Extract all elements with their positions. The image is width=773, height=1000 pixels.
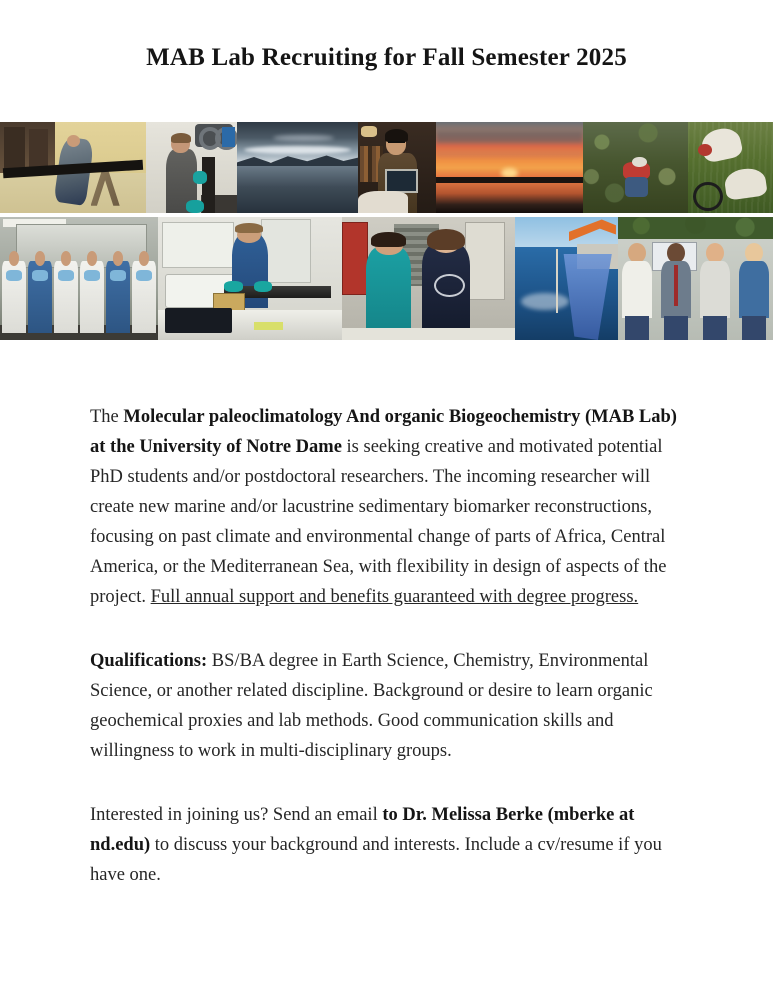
contact-lead-text: Interested in joining us? Send an email bbox=[90, 805, 383, 825]
paragraph-intro bbox=[90, 402, 686, 612]
collage-row-top bbox=[0, 122, 773, 213]
lake-mountains-photo bbox=[237, 122, 358, 213]
lab-group-coats-photo bbox=[0, 217, 158, 340]
contact-email-bold: to Dr. Melissa Berke (mberke at nd.edu) bbox=[90, 805, 635, 855]
researcher-device-photo bbox=[358, 122, 436, 213]
sunset-water-photo bbox=[436, 122, 583, 213]
intro-body-text: is seeking creative and motivated potential PhD students and/or postdoctoral researchers. The incoming researcher will create new marine and/or lacustrine sedimentary biomarker reconstructions, focusing on past climate and environmental change of parts of Africa, Central America, or the Mediterranean Sea, with flexibility in design of aspects of the project. bbox=[90, 437, 667, 607]
two-researchers-lab-photo bbox=[342, 217, 515, 340]
intro-lead-text: The bbox=[90, 407, 124, 427]
ocean-net-photo bbox=[515, 217, 618, 340]
contact-tail-text: to discuss your background and interests. Include a cv/resume if you have one. bbox=[90, 835, 662, 885]
fieldwork-grass-photo bbox=[688, 122, 773, 213]
fieldwork-shrubs-photo bbox=[583, 122, 688, 213]
group-portrait-photo bbox=[618, 217, 773, 340]
page-title: MAB Lab Recruiting for Fall Semester 2025 bbox=[146, 44, 627, 71]
paragraph-contact bbox=[90, 800, 686, 890]
document-body bbox=[90, 402, 686, 890]
qualifications-heading: Qualifications: bbox=[90, 651, 208, 671]
hallway-banner-photo bbox=[0, 122, 146, 213]
support-guarantee-underlined: Full annual support and benefits guaranteed with degree progress. bbox=[150, 587, 639, 607]
qualifications-text: BS/BA degree in Earth Science, Chemistry, Environmental Science, or another related discipline. Background or desire to learn organic geochemical proxies and lab methods. Good communication skills and willingness to work in multi-disciplinary groups. bbox=[90, 651, 653, 761]
paragraph-qualifications bbox=[90, 646, 686, 766]
lab-name-bold: Molecular paleoclimatology And organic Biogeochemistry (MAB Lab) at the University of Notre Dame bbox=[90, 407, 677, 457]
lab-bench-photo bbox=[146, 122, 237, 213]
core-sampling-photo bbox=[158, 217, 342, 340]
photo-collage bbox=[0, 122, 773, 340]
collage-row-bottom bbox=[0, 217, 773, 340]
